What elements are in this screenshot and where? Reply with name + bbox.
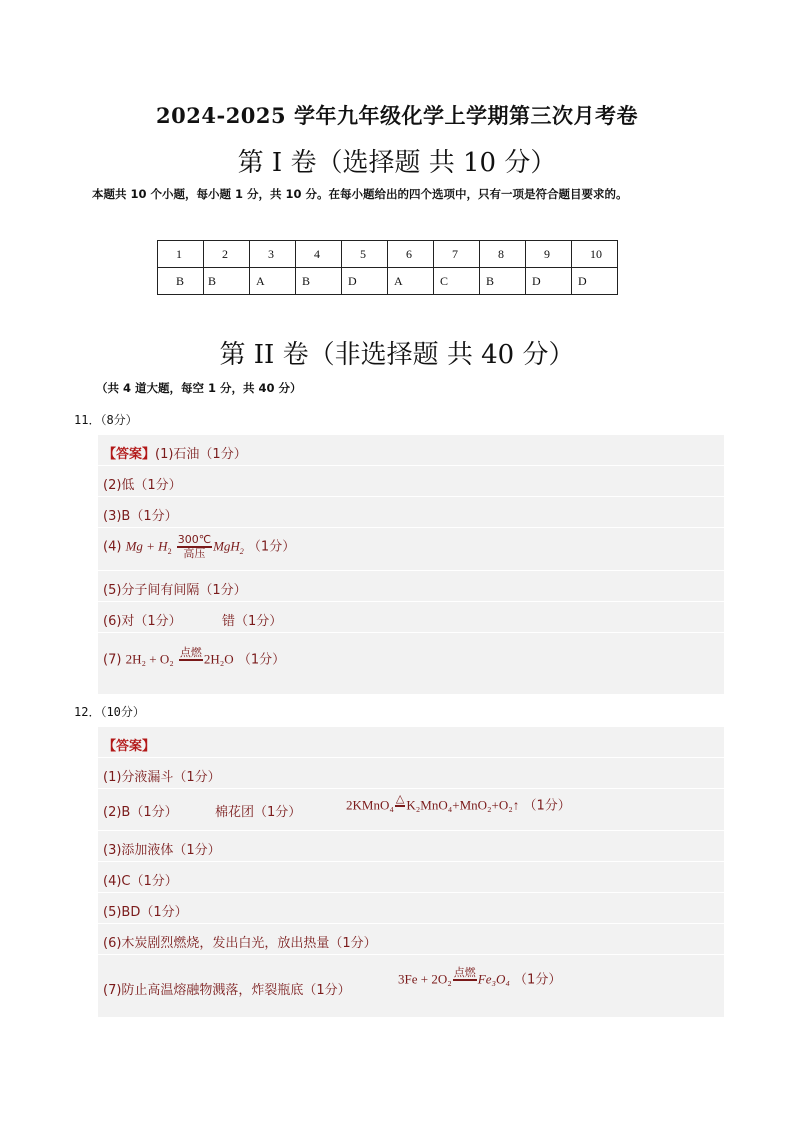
q11-line-3: (3)B（1分） xyxy=(103,509,178,524)
table-cell: 3 xyxy=(250,241,296,268)
q12-header: 12．（10分） xyxy=(74,705,145,719)
section2-intro: （共 4 道大题，每空 1 分，共 40 分） xyxy=(96,381,302,395)
table-cell: 5 xyxy=(342,241,388,268)
table-row-numbers xyxy=(158,241,618,268)
table-cell: B xyxy=(296,268,342,295)
table-cell: 6 xyxy=(388,241,434,268)
q12-line-1: (1)分液漏斗（1分） xyxy=(103,770,221,785)
q12-line-7a: (7)防止高温熔融物溅落，炸裂瓶底（1分） xyxy=(103,983,351,998)
table-cell: 9 xyxy=(526,241,572,268)
table-cell: 1 xyxy=(158,241,204,268)
q11-line-4: (4) $Mg + H_2$ $\frac{300℃}{\text{高压}}$ MgH$_2$ （1分） xyxy=(103,533,296,560)
q12-line-2b: 棉花团（1分） xyxy=(215,805,302,820)
list-item xyxy=(98,831,724,862)
q12-line-4: (4)C（1分） xyxy=(103,874,178,889)
table-cell: A xyxy=(388,268,434,295)
table-row-answers xyxy=(158,268,618,295)
q11-line-6a: (6)对（1分） xyxy=(103,614,182,629)
reaction-condition: △ xyxy=(395,792,405,805)
q12-line-5: (5)BD（1分） xyxy=(103,905,188,920)
page-title: 2024-2025 学年九年级化学上学期第三次月考卷 xyxy=(156,103,638,128)
q12-answer-box xyxy=(98,727,724,1017)
list-item xyxy=(98,955,724,1017)
list-item xyxy=(98,466,724,497)
list-item xyxy=(98,602,724,633)
q11-header: 11．（8分） xyxy=(74,413,138,427)
q12-line-2a: (2)B（1分） xyxy=(103,805,178,820)
list-item xyxy=(98,727,724,758)
q12-line-6: (6)木炭剧烈燃烧，发出白光，放出热量（1分） xyxy=(103,936,377,951)
reaction-condition: 点燃 xyxy=(179,646,202,659)
q11-line-5: (5)分子间有间隔（1分） xyxy=(103,583,247,598)
list-item xyxy=(98,862,724,893)
list-item xyxy=(98,571,724,602)
q11-answer-box xyxy=(98,435,724,694)
answer-tag: 【答案】 xyxy=(103,739,156,754)
table-cell: A xyxy=(250,268,296,295)
list-item xyxy=(98,758,724,789)
list-item xyxy=(98,497,724,528)
answer-tag: 【答案】 xyxy=(103,447,156,462)
q11-line-2: (2)低（1分） xyxy=(103,478,182,493)
table-cell: C xyxy=(434,268,480,295)
q11-line-1: (1)石油（1分） xyxy=(155,447,247,462)
list-item xyxy=(98,924,724,955)
table-cell: B xyxy=(204,268,250,295)
list-item xyxy=(98,528,724,571)
table-cell: 10 xyxy=(572,241,618,268)
list-item xyxy=(98,435,724,466)
reaction-condition: $\frac{300℃}{\text{高压}}$ xyxy=(177,533,212,560)
section1-heading: 第 I 卷（选择题 共 10 分） xyxy=(237,148,557,178)
table-cell: 8 xyxy=(480,241,526,268)
table-cell: 2 xyxy=(204,241,250,268)
q11-line-6b: 错（1分） xyxy=(222,614,283,629)
table-cell: B xyxy=(158,268,204,295)
q12-line-3: (3)添加液体（1分） xyxy=(103,843,221,858)
reaction-condition: 点燃 xyxy=(453,966,476,979)
q12-line-7-equation: 3Fe + 2O₂ 点燃 Fe₃O₄ （1分） xyxy=(398,967,561,993)
table-cell: 7 xyxy=(434,241,480,268)
table-cell: B xyxy=(480,268,526,295)
table-cell: D xyxy=(572,268,618,295)
answer-table xyxy=(157,240,618,295)
section1-intro: 本题共 10 个小题，每小题 1 分，共 10 分。在每小题给出的四个选项中，只有一项是符合题目要求的。 xyxy=(92,187,628,201)
table-cell: D xyxy=(526,268,572,295)
table-cell: 4 xyxy=(296,241,342,268)
list-item xyxy=(98,633,724,694)
q12-line-2-equation: 2KMnO₄ △ K₂MnO₄+MnO₂+O₂↑ （1分） xyxy=(346,793,571,819)
table-cell: D xyxy=(342,268,388,295)
q11-line-7: (7) 2H₂ + O₂ 点燃 2H₂O （1分） xyxy=(103,647,285,673)
list-item xyxy=(98,789,724,831)
list-item xyxy=(98,893,724,924)
section2-heading: 第 II 卷（非选择题 共 40 分） xyxy=(219,340,575,370)
